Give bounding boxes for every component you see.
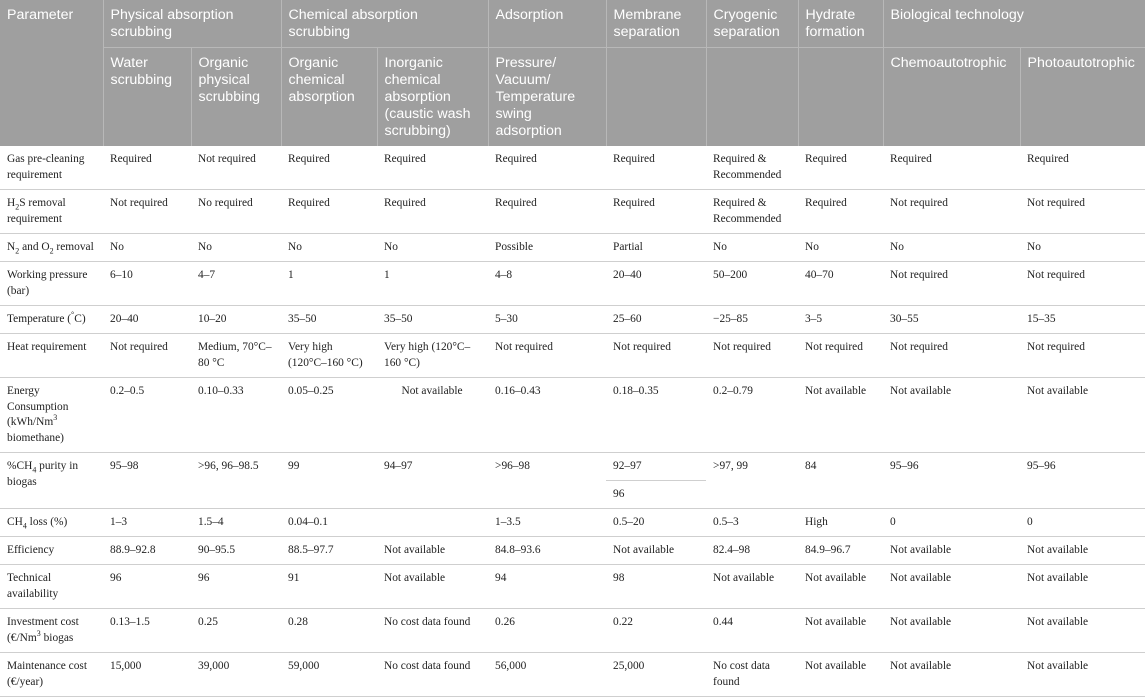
table-cell: 84.9–96.7 [798, 537, 883, 565]
row-label: $N_2$ and $O_2$ removal [0, 234, 103, 262]
table-cell: 94–97 [377, 453, 488, 509]
table-cell: 0.16–0.43 [488, 378, 606, 453]
header-membrane: Membrane separation [606, 0, 706, 48]
table-cell: No required [191, 190, 281, 234]
table-cell: Required [798, 146, 883, 190]
table-cell: No [191, 234, 281, 262]
table-cell: Required & Recommended [706, 146, 798, 190]
table-cell: 25,000 [606, 653, 706, 697]
table-cell: 0.18–0.35 [606, 378, 706, 453]
table-cell: 90–95.5 [191, 537, 281, 565]
table-cell: No [103, 234, 191, 262]
table-cell: No [706, 234, 798, 262]
table-cell: 96 [103, 565, 191, 609]
table-cell: Medium, 70°C–80 °C [191, 334, 281, 378]
table-cell: 84 [798, 453, 883, 509]
table-cell: Required [488, 146, 606, 190]
table-row [0, 509, 1145, 537]
table-cell: Not available [883, 609, 1020, 653]
table-cell: 88.9–92.8 [103, 537, 191, 565]
table-cell: 40–70 [798, 262, 883, 306]
table-cell: Not required [883, 262, 1020, 306]
table-cell: 50–200 [706, 262, 798, 306]
subheader-chemoautotrophic: Chemoautotrophic [883, 48, 1020, 147]
table-cell: Not required [706, 334, 798, 378]
table-cell: Not available [606, 537, 706, 565]
table-row [0, 334, 1145, 378]
table-cell: 5–30 [488, 306, 606, 334]
subheader-hydrate-empty [798, 48, 883, 147]
table-cell: 59,000 [281, 653, 377, 697]
table-cell: 3–5 [798, 306, 883, 334]
table-cell: 20–40 [103, 306, 191, 334]
table-cell: 1–3 [103, 509, 191, 537]
table-cell: Required [606, 146, 706, 190]
table-cell: Required [377, 146, 488, 190]
table-cell: No [883, 234, 1020, 262]
table-cell: Required [883, 146, 1020, 190]
table-cell: Required [103, 146, 191, 190]
subheader-inorganic-chemical: Inorganic chemical absorption (caustic wash scrubbing) [377, 48, 488, 147]
row-label: $\%CH_4$ purity in biogas [0, 453, 103, 509]
row-label: Efficiency [0, 537, 103, 565]
table-cell: 0 [883, 509, 1020, 537]
table-cell: 35–50 [377, 306, 488, 334]
table-cell [377, 509, 488, 537]
row-label: Temperature (°C) [0, 306, 103, 334]
table-cell: 0.13–1.5 [103, 609, 191, 653]
table-row [0, 262, 1145, 306]
table-cell: 1–3.5 [488, 509, 606, 537]
table-cell: 30–55 [883, 306, 1020, 334]
table-row [0, 306, 1145, 334]
row-label: $H_2S$ removal requirement [0, 190, 103, 234]
header-hydrate: Hydrate formation [798, 0, 883, 48]
table-cell: Not required [883, 190, 1020, 234]
table-cell: Not required [103, 190, 191, 234]
table-cell: No cost data found [377, 609, 488, 653]
table-cell: Not available [883, 537, 1020, 565]
table-cell: 0.2–0.79 [706, 378, 798, 453]
row-label: Investment cost (€/Nm$^3$ biogas [0, 609, 103, 653]
table-cell: No [1020, 234, 1145, 262]
table-cell: 4–8 [488, 262, 606, 306]
table-cell: 0.5–3 [706, 509, 798, 537]
table-cell: Not required [1020, 334, 1145, 378]
table-body [0, 146, 1145, 697]
subheader-organic-physical: Organic physical scrubbing [191, 48, 281, 147]
table-cell: No cost data found [706, 653, 798, 697]
table-cell: 0.05–0.25 [281, 378, 377, 453]
table-cell: Not available [798, 653, 883, 697]
table-cell: 4–7 [191, 262, 281, 306]
table-cell: No [281, 234, 377, 262]
table-cell: 92–97 [606, 453, 706, 481]
table-cell: Not available [883, 653, 1020, 697]
table-cell: 0.44 [706, 609, 798, 653]
table-cell: Required [1020, 146, 1145, 190]
table-cell: 95–96 [883, 453, 1020, 509]
table-cell: High [798, 509, 883, 537]
table-cell: >96, 96–98.5 [191, 453, 281, 509]
table-row [0, 378, 1145, 453]
table-row [0, 146, 1145, 190]
table-cell: 95–96 [1020, 453, 1145, 509]
table-header [0, 0, 1145, 146]
table-cell: 39,000 [191, 653, 281, 697]
table-cell: No cost data found [377, 653, 488, 697]
table-cell: 0.04–0.1 [281, 509, 377, 537]
table-cell: −25–85 [706, 306, 798, 334]
subheader-membrane-empty [606, 48, 706, 147]
table-row [0, 537, 1145, 565]
subheader-cryogenic-empty [706, 48, 798, 147]
header-adsorption: Adsorption [488, 0, 606, 48]
table-cell: Not available [798, 565, 883, 609]
table-cell: Required [606, 190, 706, 234]
table-cell: 94 [488, 565, 606, 609]
table-cell: 96 [606, 481, 706, 509]
table-cell: 1.5–4 [191, 509, 281, 537]
table-cell: Required [488, 190, 606, 234]
table-cell: Not available [798, 378, 883, 453]
row-label: Working pressure (bar) [0, 262, 103, 306]
row-label: Gas pre-cleaning requirement [0, 146, 103, 190]
table-cell: Very high (120°C–160 °C) [377, 334, 488, 378]
table-cell: 96 [191, 565, 281, 609]
table-cell: Not required [103, 334, 191, 378]
table-cell: 95–98 [103, 453, 191, 509]
table-cell: 0.22 [606, 609, 706, 653]
subheader-photoautotrophic: Photoautotrophic [1020, 48, 1145, 147]
header-biological: Biological technology [883, 0, 1145, 48]
row-label: Maintenance cost (€/year) [0, 653, 103, 697]
table-cell: 91 [281, 565, 377, 609]
table-cell: Not required [488, 334, 606, 378]
table-cell: Not available [1020, 609, 1145, 653]
table-row [0, 190, 1145, 234]
table-cell: Not available [1020, 653, 1145, 697]
table-row [0, 565, 1145, 609]
table-cell: Not required [883, 334, 1020, 378]
table-cell: Possible [488, 234, 606, 262]
table-cell: Required [377, 190, 488, 234]
header-physical-absorption: Physical absorption scrubbing [103, 0, 281, 48]
table-cell: 15–35 [1020, 306, 1145, 334]
table-cell: 15,000 [103, 653, 191, 697]
row-label: Energy Consumption (kWh/Nm$^3$ biomethane) [0, 378, 103, 453]
table-cell: Not available [377, 565, 488, 609]
table-cell: Not available [798, 609, 883, 653]
table-cell: Not available [1020, 378, 1145, 453]
table-cell: 10–20 [191, 306, 281, 334]
table-row [0, 453, 1145, 481]
table-cell: 98 [606, 565, 706, 609]
table-cell: >96–98 [488, 453, 606, 509]
table-cell: 25–60 [606, 306, 706, 334]
table-cell: Required [798, 190, 883, 234]
table-cell: 0.2–0.5 [103, 378, 191, 453]
table-cell: Required [281, 146, 377, 190]
table-cell: 6–10 [103, 262, 191, 306]
subheader-water: Water scrubbing [103, 48, 191, 147]
header-cryogenic: Cryogenic separation [706, 0, 798, 48]
table-cell: Not required [798, 334, 883, 378]
table-cell: Not required [1020, 262, 1145, 306]
header-chemical-absorption: Chemical absorption scrubbing [281, 0, 488, 48]
table-cell: Not available [883, 565, 1020, 609]
table-cell: 0.10–0.33 [191, 378, 281, 453]
table-cell: 0.26 [488, 609, 606, 653]
header-parameter: Parameter [0, 0, 103, 146]
table-cell: Not available [377, 378, 488, 453]
table-cell: 20–40 [606, 262, 706, 306]
table-cell: Not required [606, 334, 706, 378]
table-cell: 35–50 [281, 306, 377, 334]
table-cell: 0.25 [191, 609, 281, 653]
table-cell: 56,000 [488, 653, 606, 697]
table-cell: Not available [1020, 565, 1145, 609]
row-label: Heat requirement [0, 334, 103, 378]
row-label: $CH_4$ loss (%) [0, 509, 103, 537]
table-cell: Not available [377, 537, 488, 565]
table-cell: Required [281, 190, 377, 234]
table-cell: 82.4–98 [706, 537, 798, 565]
table-cell: Required & Recommended [706, 190, 798, 234]
table-cell: No [798, 234, 883, 262]
table-cell: 99 [281, 453, 377, 509]
subheader-psa: Pressure/ Vacuum/ Temperature swing adsorption [488, 48, 606, 147]
subheader-organic-chemical: Organic chemical absorption [281, 48, 377, 147]
table-cell: 88.5–97.7 [281, 537, 377, 565]
table-cell: Not required [1020, 190, 1145, 234]
table-cell: 0 [1020, 509, 1145, 537]
table-cell: 84.8–93.6 [488, 537, 606, 565]
table-row [0, 609, 1145, 653]
table-row [0, 234, 1145, 262]
table-cell: Partial [606, 234, 706, 262]
table-cell: 1 [377, 262, 488, 306]
table-cell: 0.28 [281, 609, 377, 653]
table-cell: Not available [706, 565, 798, 609]
table-cell: Not available [883, 378, 1020, 453]
table-cell: 0.5–20 [606, 509, 706, 537]
table-cell: Not required [191, 146, 281, 190]
table-cell: >97, 99 [706, 453, 798, 509]
table-cell: Not available [1020, 537, 1145, 565]
table-cell: Very high (120°C–160 °C) [281, 334, 377, 378]
table-cell: 1 [281, 262, 377, 306]
table-cell: No [377, 234, 488, 262]
row-label: Technical availability [0, 565, 103, 609]
